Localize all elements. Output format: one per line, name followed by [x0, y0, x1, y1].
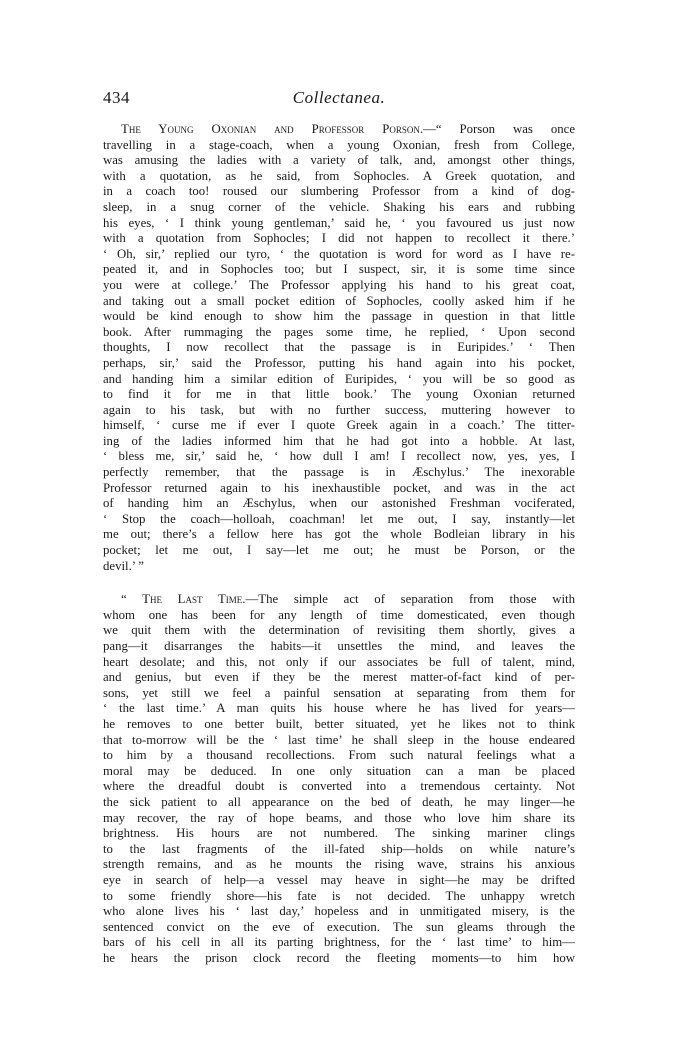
text-line: who alone lives his ‘ last day,’ hopeless and in unmitigated misery, is the [103, 904, 575, 919]
text-line: whom one has been for any length of time domesticated, even though [103, 607, 575, 622]
page-number: 434 [103, 88, 130, 107]
text-line: his eyes, ‘ I think young gentleman,’ said he, ‘ you favoured us just now [103, 215, 575, 230]
text-line: would be kind enough to show him the passage in question in that little [103, 309, 575, 324]
text-line: may recover, the ray of hope beams, and those who love him share its [103, 810, 575, 825]
text-line: with a quotation, as he said, from Sophocles. A Greek quotation, and [103, 168, 575, 183]
text-line: he removes to one better built, better situated, yet he likes not to think [103, 716, 575, 731]
text-line: perhaps, sir,’ said the Professor, putting his hand again into his pocket, [103, 355, 575, 370]
article-last-time [103, 592, 575, 966]
text-line: to the last fragments of the ill-fated ship—holds on while nature’s [103, 841, 575, 856]
text-line: moral may be deduced. In one only situation can a man be placed [103, 763, 575, 778]
text-line: to him by a thousand recollections. From such natural feelings what a [103, 748, 575, 763]
text-line: again to his task, but with no further success, muttering however to [103, 402, 575, 417]
text-line: where the dreadful doubt is converted into a tremendous certainty. Not [103, 779, 575, 794]
text-line: book. After rummaging the pages some time, he replied, ‘ Upon second [103, 324, 575, 339]
text-line: bars of his cell in all its parting brightness, for the ‘ last time’ to him— [103, 935, 575, 950]
text-line: ing of the ladies informed him that he had got into a hobble. At last, [103, 433, 575, 448]
text-line: that to-morrow will be the ‘ last time’ he shall sleep in the house endeared [103, 732, 575, 747]
text-line: me out; there’s a fellow here has got the whole Bodleian library in his [103, 527, 575, 542]
text-line: pang—it disarranges the habits—it unsettles the mind, and leaves the [103, 639, 575, 653]
text-line: sleep, in a snug corner of the vehicle. Shaking his ears and rubbing [103, 199, 575, 214]
text-line: ‘ the last time.’ A man quits his house where he has lived for years— [103, 701, 575, 716]
text-line: brightness. His hours are not numbered. The sinking mariner clings [103, 826, 575, 841]
text-line: perfectly remember, that the passage is in Æschylus.’ The inexorable [103, 465, 575, 480]
text-line: himself, ‘ curse me if ever I quote Greek again in a coach.’ The titter- [103, 418, 575, 433]
text-line: pocket; let me out, I say—let me out; he must be Porson, or the [103, 543, 575, 558]
text-line: heart desolate; and this, not only if our associates be full of talent, mind, [103, 654, 575, 669]
text-line: of handing him an Æschylus, when our astonished Freshman vociferated, [103, 496, 575, 511]
text-line: thoughts, I now recollect that the passage is in Euripides.’ ‘ Then [103, 340, 575, 355]
book-page [103, 88, 575, 966]
text-line: to some friendly shore—his fate is not decided. The unhappy wretch [103, 888, 575, 903]
text-line: ‘ Stop the coach—holloah, coachman! let me out, I say, instantly—let [103, 511, 575, 526]
text-line: was amusing the ladies with a variety of talk, and, amongst other things, [103, 153, 575, 168]
text-line: and genius, but even if they be the merest matter-of-fact kind of per- [103, 670, 575, 685]
text-line: with a quotation from Sophocles; I did not happen to recollect it there.’ [103, 231, 575, 246]
text-line: and handing him a similar edition of Euripides, ‘ you will be so good as [103, 371, 575, 386]
text-line: “ The Last Time.—The simple act of separation from those with [121, 592, 575, 607]
text-line: he hears the prison clock record the fleeting moments—to him how [103, 950, 575, 965]
text-line: peated it, and in Sophocles too; but I suspect, sir, it is some time since [103, 262, 575, 277]
article-heading: “ The Last Time. [121, 592, 246, 607]
text-line: sons, yet still we feel a painful sensation at separating from them for [103, 685, 575, 700]
text-line: we quit them with the determination of revisiting them shortly, gives a [103, 623, 575, 638]
text-line: The Young Oxonian and Professor Porson.—“ Porson was once [121, 122, 575, 136]
page-header [103, 88, 575, 110]
text-line: devil.’ ” [103, 558, 144, 573]
text-line: the sick patient to all appearance on the bed of death, he may linger—he [103, 794, 575, 809]
paragraph-gap [103, 574, 575, 592]
text-line: travelling in a stage-coach, when a young Oxonian, fresh from College, [103, 137, 575, 152]
text-line: Professor returned again to his inexhaustible pocket, and was in the act [103, 480, 575, 495]
article-heading: The Young Oxonian and Professor Porson. [121, 122, 424, 136]
text-line: and taking out a small pocket edition of Sophocles, coolly asked him if he [103, 293, 575, 308]
article-porson [103, 122, 575, 574]
text-line: you were at college.’ The Professor applying his hand to his great coat, [103, 277, 575, 292]
text-line: ‘ bless me, sir,’ said he, ‘ how dull I am! I recollect now, yes, yes, I [103, 449, 575, 464]
text-line: in a coach too! roused our slumbering Professor from a kind of dog- [103, 184, 575, 199]
text-line: eye in search of help—a vessel may heave in sight—he may be drifted [103, 872, 575, 887]
running-title: Collectanea. [292, 88, 386, 107]
text-line: ‘ Oh, sir,’ replied our tyro, ‘ the quotation is word for word as I have re- [103, 246, 575, 261]
text-line: to find it for me in that little book.’ The young Oxonian returned [103, 387, 575, 402]
text-line: sentenced convict on the eve of execution. The sun gleams through the [103, 919, 575, 934]
text-line: strength remains, and as he mounts the rising wave, strains his anxious [103, 857, 575, 872]
